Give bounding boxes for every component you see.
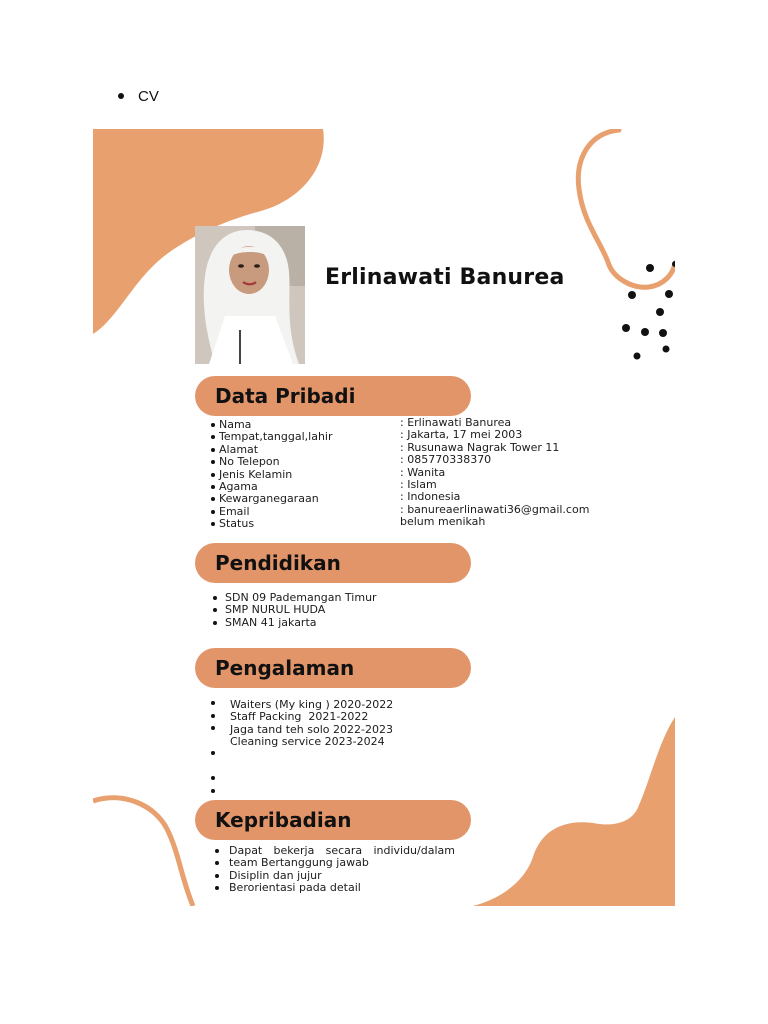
personality-list [215,845,455,895]
word: secara [325,844,363,857]
section-title: Pengalaman [215,656,355,680]
experience-list [230,699,393,749]
bullet-dot [211,776,215,780]
personal-values-list [400,417,589,529]
list-item: Cleaning service 2023-2024 [230,735,385,749]
list-item: Nama [211,419,333,431]
word: individu/dalam [373,844,455,857]
value-phone: : 085770338370 [400,453,492,467]
bottom-right-blob [473,717,675,906]
bullet-dot [211,751,215,755]
word: Dapat [229,844,263,857]
education-list [213,592,377,629]
list-item: Alamat [211,444,333,456]
cv-name: Erlinawati Banurea [325,265,565,290]
list-item: Jaga tand teh solo 2022-2023 [230,722,393,736]
list-item: No Telepon [211,456,333,468]
list-item: Status [211,518,333,530]
list-item: Waiters (My king ) 2020-2022 [230,698,394,711]
value-nationality: : Indonesia [400,490,461,504]
word: bekerja [273,844,315,857]
profile-photo [195,226,305,364]
section-title: Kepribadian [215,808,352,832]
personal-labels-list [211,419,333,531]
list-item: Email [211,506,333,518]
value-name: : Erlinawati Banurea [400,416,512,429]
value-gender: : Wanita [400,465,446,479]
list-item: SDN 09 Pademangan Timur [213,592,377,604]
bullet-dot [211,726,215,730]
list-item: team Bertanggung jawab [215,857,455,869]
value-birth: : Jakarta, 17 mei 2003 [400,428,523,442]
bullet-dot [211,701,215,705]
section-header-pengalaman [195,648,471,688]
list-item: Jenis Kelamin [211,469,333,481]
section-title: Data Pribadi [215,384,356,408]
list-item: Kewarganegaraan [211,493,333,505]
cv-page [93,129,675,906]
document-bullet-text: CV [138,88,159,105]
list-item: SMP NURUL HUDA [213,604,377,616]
value-address: : Rusunawa Nagrak Tower 11 [400,440,560,454]
list-item: Berorientasi pada detail [215,882,455,894]
bottom-left-curve [93,798,193,906]
section-header-pendidikan [195,543,471,583]
section-header-data-pribadi [195,376,471,416]
document-bullet-item [118,88,159,105]
list-item: Staff Packing 2021-2022 [230,710,369,724]
list-item: Agama [211,481,333,493]
section-header-kepribadian [195,800,471,840]
bullet-dot [211,789,215,793]
list-item: Tempat,tanggal,lahir [211,431,333,443]
list-item: SMAN 41 jakarta [213,617,377,629]
list-item: Disiplin dan jujur [215,870,455,882]
bullet-dot [211,714,215,718]
value-email: : banureaerlinawati36@gmail.com [400,502,590,516]
section-title: Pendidikan [215,551,341,575]
value-religion: : Islam [400,478,437,492]
top-right-curve [578,130,675,287]
bullet-dot [118,93,124,99]
value-status: belum menikah [400,515,486,529]
